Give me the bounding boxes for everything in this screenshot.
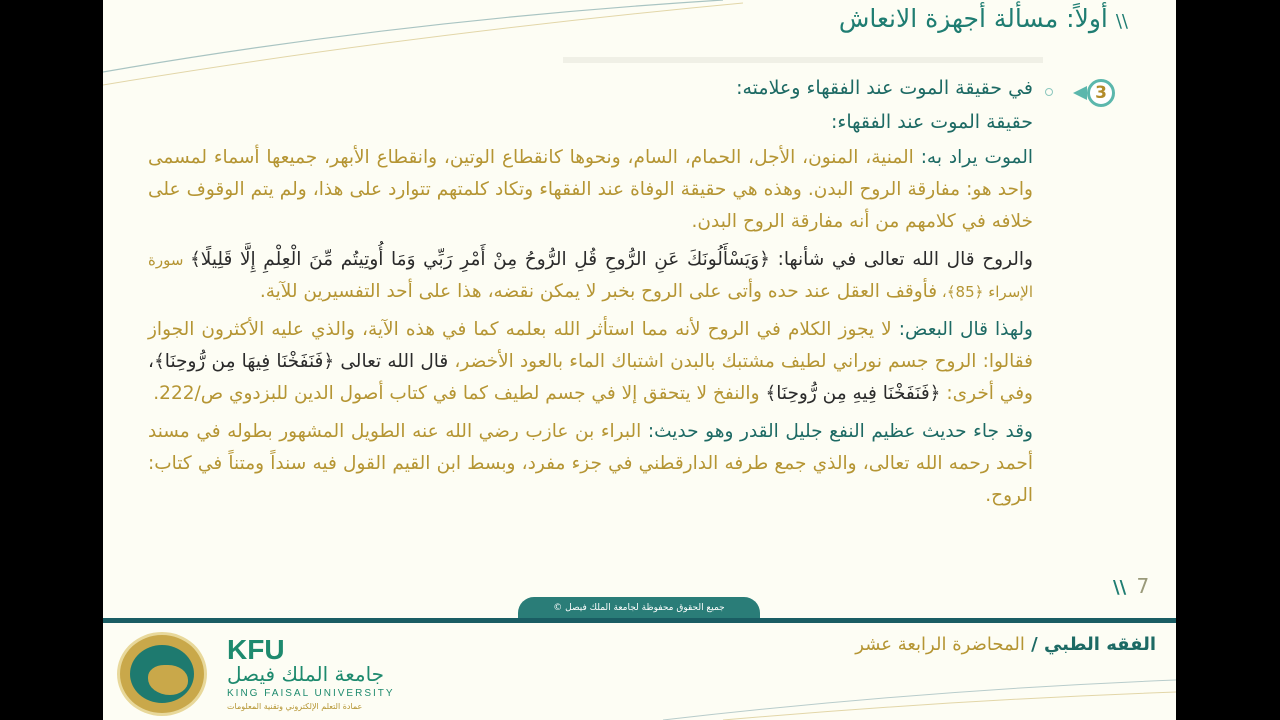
copyright-tab: جميع الحقوق محفوظة لجامعة الملك فيصل ©: [518, 597, 760, 619]
slide-content: [148, 74, 1033, 518]
section-number-badge: [1073, 78, 1119, 110]
slide-title: \\أولاً: مسألة أجهزة الانعاش: [838, 4, 1128, 33]
page-mark-icon: \\: [1113, 577, 1127, 598]
subheading: حقيقة الموت عند الفقهاء:: [831, 111, 1033, 133]
section-heading: في حقيقة الموت عند الفقهاء وعلامته:: [736, 77, 1033, 99]
paragraph-soul-verse: والروح قال الله تعالى في شأنها: ﴿وَيَسْأَلُونَكَ عَنِ الرُّوحِ قُلِ الرُّوحُ مِنْ أَمْرِ رَبِّي وَمَا أُوتِيتُم مِّنَ الْعِلْمِ إِلَّا قَلِيلًا﴾ سورة الإسراء ﴿85﴾، فأوقف العقل عند حده وأتى على الروح بخبر لا يمكن نقضه، هذا على أحد التفسيرين للآية.: [148, 249, 1033, 302]
paragraph-soul-debate: ولهذا قال البعض: لا يجوز الكلام في الروح لأنه مما استأثر الله بعلمه كما في هذه الآية، والذي عليه الأكثرون الجواز فقالوا: الروح جسم نوراني لطيف مشتبك بالبدن اشتباك الماء بالعود الأخضر، قال الله تعالى ﴿فَنَفَخْنَا فِيهَا مِن رُّوحِنَا﴾، وفي أخرى: ﴿فَنَفَخْنَا فِيهِ مِن رُّوحِنَا﴾ والنفخ لا يتحقق إلا في جسم لطيف كما في كتاب أصول الدين للبزدوي ص/222.: [148, 319, 1034, 404]
lecture-slide: [103, 0, 1176, 720]
badge-pointer-icon: [1073, 86, 1087, 100]
section-number: 3: [1087, 79, 1115, 107]
university-logo: [115, 630, 405, 720]
logo-name-en: KING FAISAL UNIVERSITY: [227, 688, 395, 699]
paragraph-hadith: وقد جاء حديث عظيم النفع جليل القدر وهو حديث: البراء بن عازب رضي الله عنه الطويل المشهور بطوله في مسند أحمد رحمه الله تعالى، والذي جمع طرفه الدارقطني في جزء مفرد، وبسط ابن القيم القول فيه سنداً ومتناً في كتاب: الروح.: [148, 421, 1033, 506]
course-label: الفقه الطبي / المحاضرة الرابعة عشر: [855, 634, 1156, 655]
bullet-dot-icon: [1045, 88, 1053, 96]
footer-divider: [103, 618, 1176, 623]
university-seal-icon: [117, 632, 207, 716]
logo-name-ar: جامعة الملك فيصل: [227, 662, 385, 686]
logo-abbr: KFU: [227, 634, 285, 665]
page-number: \\ 7: [1113, 574, 1150, 598]
paragraph-death-names: الموت يراد به: المنية، المنون، الأجل، الحمام، السام، ونحوها كانقطاع الوتين، وانقطاع الأبهر، جميعها أسماء لمسمى واحد هو: مفارقة الروح البدن. وهذه هي حقيقة الوفاة عند الفقهاء وتكاد كلمتهم تتوارد على هذا، ولم يتم الوقوف على خلافه في كلامهم من أنه مفارقة الروح البدن.: [148, 147, 1033, 232]
title-mark-icon: \\: [1115, 11, 1128, 32]
logo-deanship: عمادة التعلم الإلكتروني وتقنية المعلومات: [227, 702, 363, 711]
